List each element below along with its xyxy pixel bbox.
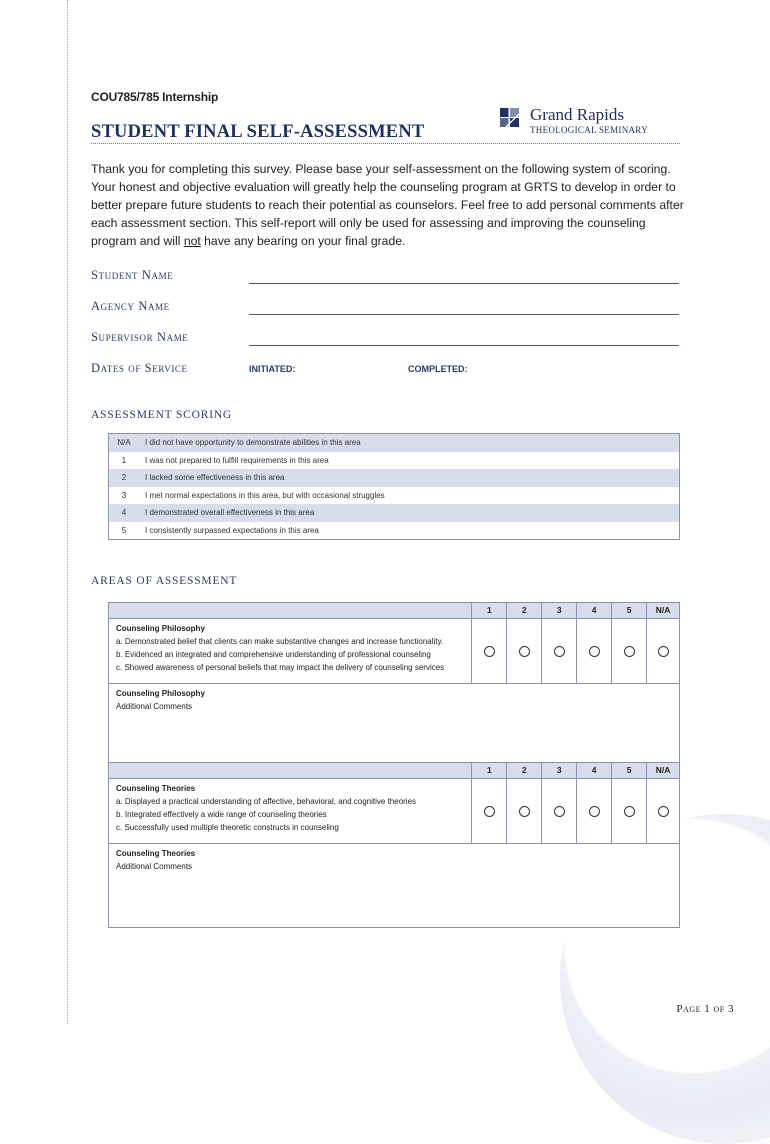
score-code: 4: [121, 508, 127, 518]
score-row: [109, 522, 679, 540]
rating-cell-4: [577, 619, 612, 683]
score-description: I was not prepared to fulfill requirements in this area: [145, 455, 329, 465]
rating-radio-3[interactable]: [554, 806, 565, 817]
rating-column-na: N/A: [655, 605, 671, 615]
margin-dotted-rule: [67, 0, 68, 1024]
page-number: Page 1 of 3: [676, 1003, 734, 1015]
rating-radio-5[interactable]: [624, 806, 635, 817]
criteria-text: [109, 619, 472, 683]
rating-header-row: [109, 603, 679, 619]
score-code: 1: [121, 455, 127, 465]
comments-label: Additional Comments: [116, 702, 193, 711]
scoring-heading: ASSESSMENT SCORING: [91, 409, 233, 421]
criterion: c. Successfully used multiple theoretic constructs in counseling: [116, 823, 339, 832]
section-title: Counseling Theories: [116, 784, 196, 793]
intro-text-end: have any bearing on your final grade.: [200, 234, 406, 248]
initiated-label: INITIATED:: [249, 364, 296, 374]
rating-cell-1: [472, 779, 507, 843]
rating-radio-4[interactable]: [589, 806, 600, 817]
rating-column-5: 5: [612, 763, 647, 778]
score-description: I consistently surpassed expectations in this area: [145, 525, 319, 535]
logo-mark-icon: [497, 105, 523, 135]
rating-cell-5: [612, 619, 647, 683]
intro-emphasis: not: [183, 234, 201, 248]
page-title: STUDENT FINAL SELF-ASSESSMENT: [91, 122, 425, 142]
rating-cell-na: [647, 619, 679, 683]
intro-text: Thank you for completing this survey. Please base your self-assessment on the following system of scoring. Your honest and objective evaluation will greatly help the counseling program at GRTS to develop in order to better prepare future students to reach their potential as counselors. Feel free to add personal comments after each assessment section. This self-report will only be used for assessing and improving the counseling program and will: [91, 162, 684, 248]
comments-label: Additional Comments: [116, 862, 193, 871]
criterion: a. Displayed a practical understanding of affective, behavioral, and cognitive theories: [116, 797, 417, 806]
rating-radio-na[interactable]: [658, 646, 669, 657]
completed-label: COMPLETED:: [408, 364, 468, 374]
rating-radio-5[interactable]: [624, 646, 635, 657]
score-code: 3: [121, 490, 127, 500]
criterion: b. Integrated effectively a wide range of counseling theories: [116, 810, 327, 819]
rating-column-1: 1: [472, 603, 507, 618]
section-title: Counseling Philosophy: [116, 624, 205, 633]
rating-radio-4[interactable]: [589, 646, 600, 657]
agency-name-field[interactable]: [249, 314, 679, 315]
additional-comments-field[interactable]: [109, 684, 679, 767]
score-row: [109, 487, 679, 505]
rating-radio-1[interactable]: [484, 806, 495, 817]
criteria-text: [109, 779, 472, 843]
header-blank: [109, 763, 472, 778]
score-description: I lacked some effectiveness in this area: [145, 473, 285, 483]
criterion: b. Evidenced an integrated and comprehensive understanding of professional counseling: [116, 650, 431, 659]
rating-cell-5: [612, 779, 647, 843]
rating-column-5: 5: [612, 603, 647, 618]
additional-comments-field[interactable]: [109, 844, 679, 927]
seminary-logo: [497, 105, 677, 139]
criterion: a. Demonstrated belief that clients can make substantive changes and increase functionality.: [116, 637, 444, 646]
rating-radio-3[interactable]: [554, 646, 565, 657]
comments-title: Counseling Theories: [116, 849, 196, 858]
areas-heading: AREAS OF ASSESSMENT: [91, 575, 238, 587]
rating-radio-1[interactable]: [484, 646, 495, 657]
rating-cell-1: [472, 619, 507, 683]
assessment-section-theories: [108, 762, 680, 928]
score-code: 2: [121, 473, 127, 483]
rating-cell-2: [507, 619, 542, 683]
rating-column-4: 4: [577, 603, 612, 618]
score-row: [109, 434, 679, 452]
student-name-label: Student Name: [91, 268, 174, 282]
rating-radio-na[interactable]: [658, 806, 669, 817]
assessment-item-row: [109, 779, 679, 844]
assessment-item-row: [109, 619, 679, 684]
supervisor-name-field[interactable]: [249, 345, 679, 346]
score-row: [109, 504, 679, 522]
dates-of-service-label: Dates of Service: [91, 361, 188, 375]
logo-name: Grand Rapids: [530, 105, 624, 124]
criterion: c. Showed awareness of personal beliefs that may impact the delivery of counseling services: [116, 663, 445, 672]
rating-column-na: N/A: [655, 765, 671, 775]
intro-paragraph: [91, 160, 691, 250]
header-blank: [109, 603, 472, 618]
rating-column-4: 4: [577, 763, 612, 778]
course-label: COU785/785 Internship: [91, 90, 219, 104]
rating-column-1: 1: [472, 763, 507, 778]
rating-cell-4: [577, 779, 612, 843]
agency-name-label: Agency Name: [91, 299, 170, 313]
rating-radio-2[interactable]: [519, 806, 530, 817]
comments-title: Counseling Philosophy: [116, 689, 205, 698]
rating-cell-3: [542, 619, 577, 683]
score-row: [109, 452, 679, 470]
rating-cell-3: [542, 779, 577, 843]
student-name-field[interactable]: [249, 283, 679, 284]
score-code: 5: [121, 525, 127, 535]
rating-header-row: [109, 763, 679, 779]
title-divider: [91, 143, 680, 144]
score-description: I demonstrated overall effectiveness in this area: [145, 508, 315, 518]
score-description: I met normal expectations in this area, but with occasional struggles: [145, 490, 385, 500]
score-row: [109, 469, 679, 487]
rating-cell-na: [647, 779, 679, 843]
rating-cell-2: [507, 779, 542, 843]
rating-column-2: 2: [507, 763, 542, 778]
rating-column-3: 3: [542, 763, 577, 778]
rating-column-2: 2: [507, 603, 542, 618]
supervisor-name-label: Supervisor Name: [91, 330, 189, 344]
rating-column-3: 3: [542, 603, 577, 618]
score-code: N/A: [117, 438, 131, 448]
rating-radio-2[interactable]: [519, 646, 530, 657]
logo-subtitle: THEOLOGICAL SEMINARY: [530, 125, 648, 135]
scoring-table: [108, 433, 680, 540]
assessment-section-philosophy: [108, 602, 680, 768]
score-description: I did not have opportunity to demonstrate abilities in this area: [145, 438, 361, 448]
